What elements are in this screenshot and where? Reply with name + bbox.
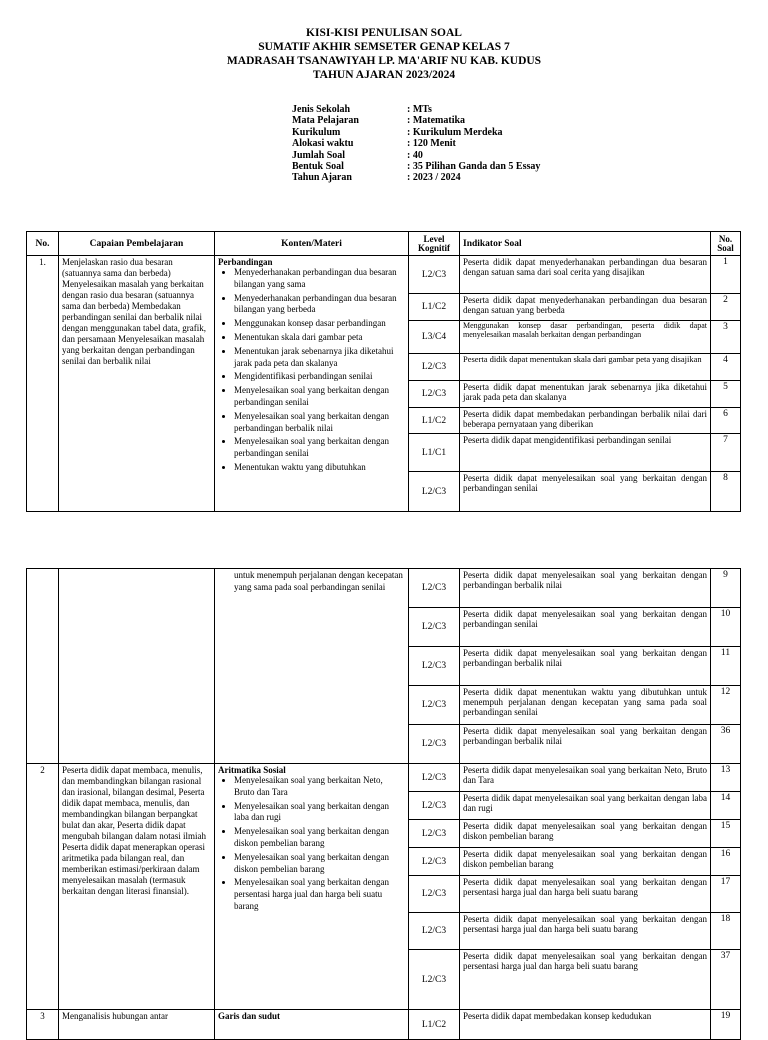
level-cell: L2/C3 [409, 950, 460, 1010]
indikator-cell: Peserta didik dapat menentukan jarak sebenarnya jika diketahui jarak pada peta dan skalanya [460, 381, 711, 408]
nosoal-cell: 11 [711, 647, 741, 686]
indikator-cell: Peserta didik dapat menyelesaikan soal yang berkaitan dengan persentasi harga jual dan harga beli suatu barang [460, 950, 711, 1010]
info-value: : 35 Pilihan Ganda dan 5 Essay [407, 161, 541, 173]
col-header-indikator: Indikator Soal [460, 232, 711, 256]
list-item: • Menyederhanakan perbandingan dua besaran bilangan yang sama [234, 267, 405, 291]
indikator-cell: Peserta didik dapat menyelesaikan soal yang berkaitan dengan persentasi harga jual dan harga beli suatu barang [460, 876, 711, 913]
info-value: : Matematika [407, 115, 466, 127]
level-cell: L2/C3 [409, 725, 460, 764]
info-row [292, 104, 540, 115]
nosoal-cell: 1 [711, 256, 741, 294]
header-school: MADRASAH TSANAWIYAH LP. MA'ARIF NU KAB. KUDUS [226, 55, 542, 67]
level-cell: L1/C2 [409, 408, 460, 434]
konten-title: Aritmatika Sosial [218, 765, 286, 775]
nosoal-cell: 12 [711, 686, 741, 725]
nosoal-cell: 15 [711, 820, 741, 848]
nosoal-cell: 6 [711, 408, 741, 434]
info-row [292, 172, 540, 183]
info-label: Bentuk Soal [292, 161, 344, 173]
konten-title: Perbandingan [218, 257, 273, 267]
table-row [27, 1010, 741, 1040]
row-number [27, 569, 59, 764]
level-cell: L1/C2 [409, 294, 460, 321]
indikator-cell: Peserta didik dapat menyederhanakan perbandingan dua besaran dengan satuan sama dari soal cerita yang disajikan [460, 256, 711, 294]
indikator-cell: Peserta didik dapat menyelesaikan soal yang berkaitan dengan laba dan rugi [460, 792, 711, 820]
konten-list [230, 775, 405, 913]
capaian-cell: Peserta didik dapat membaca, menulis, dan membandingkan bilangan rasional dan irasional, bilangan desimal, Peserta didik dapat membaca, menulis, dan membandingkan bilangan berpangkat bulat dan akar, Peserta didik dapat mengubah bilangan dalam notasi ilmiah Peserta didik dapat menerapkan operasi aritmetika pada bilangan real, dan memberikan estimasi/perkiraan dalam menyelesaikan masalah (termasuk berkaitan dengan literasi finansial). [59, 764, 215, 1010]
konten-cell [215, 569, 409, 764]
level-cell: L2/C3 [409, 764, 460, 792]
level-cell: L2/C3 [409, 608, 460, 647]
nosoal-cell: 8 [711, 472, 741, 512]
info-label: Tahun Ajaran [292, 172, 352, 184]
list-item: • Menyelesaikan soal yang berkaitan Neto, Bruto dan Tara [234, 775, 405, 799]
level-cell: L2/C3 [409, 256, 460, 294]
indikator-cell: Peserta didik dapat membedakan perbandingan berbalik nilai dari beberapa pernyataan yang diberikan [460, 408, 711, 434]
konten-list [230, 267, 405, 474]
info-label: Jenis Sekolah [292, 104, 351, 115]
indikator-cell: Peserta didik dapat menyelesaikan soal yang berkaitan dengan diskon pembelian barang [460, 820, 711, 848]
info-label: Kurikulum [292, 126, 341, 138]
list-item: • Mengidentifikasi perbandingan senilai [234, 371, 405, 383]
list-item: • Menyelesaikan soal yang berkaitan dengan perbandingan berbalik nilai [234, 411, 405, 435]
indikator-cell: Peserta didik dapat menyelesaikan soal yang berkaitan dengan perbandingan senilai [460, 472, 711, 512]
capaian-cell: Menganalisis hubungan antar [59, 1010, 215, 1040]
level-cell: L2/C3 [409, 686, 460, 725]
info-value: : 120 Menit [407, 138, 456, 150]
indikator-cell: Peserta didik dapat menyelesaikan soal yang berkaitan Neto, Bruto dan Tara [460, 764, 711, 792]
indikator-cell: Peserta didik dapat menyelesaikan soal yang berkaitan dengan perbandingan berbalik nilai [460, 725, 711, 764]
row-number: 2 [27, 764, 59, 1010]
info-value: : 40 [407, 149, 423, 161]
indikator-cell: Peserta didik dapat menyelesaikan soal yang berkaitan dengan diskon pembelian barang [460, 848, 711, 876]
row-number: 3 [27, 1010, 59, 1040]
indikator-cell: Peserta didik dapat menyelesaikan soal yang berkaitan dengan perbandingan berbalik nilai [460, 569, 711, 608]
capaian-cell [59, 569, 215, 764]
level-cell: L2/C3 [409, 569, 460, 608]
table-header-row [27, 232, 741, 256]
table-row [27, 569, 741, 608]
info-value: : 2023 / 2024 [407, 172, 461, 184]
col-header-cp: Capaian Pembelajaran [59, 232, 215, 256]
nosoal-cell: 9 [711, 569, 741, 608]
nosoal-cell: 17 [711, 876, 741, 913]
nosoal-cell: 7 [711, 434, 741, 472]
info-label: Alokasi waktu [292, 138, 354, 150]
info-label: Mata Pelajaran [292, 115, 359, 127]
nosoal-cell: 14 [711, 792, 741, 820]
info-row [292, 150, 540, 161]
list-item: • Menyederhanakan perbandingan dua besaran bilangan yang berbeda [234, 293, 405, 317]
list-item: • Menyelesaikan soal yang berkaitan dengan laba dan rugi [234, 801, 405, 825]
list-item: • Menyelesaikan soal yang berkaitan dengan perbandingan senilai [234, 385, 405, 409]
level-cell: L2/C3 [409, 381, 460, 408]
indikator-cell: Peserta didik dapat mengidentifikasi perbandingan senilai [460, 434, 711, 472]
indikator-cell: Peserta didik dapat menyederhanakan perbandingan dua besaran dengan satuan yang berbeda [460, 294, 711, 321]
col-header-level-line2: Kognitif [417, 242, 450, 253]
nosoal-cell: 36 [711, 725, 741, 764]
nosoal-cell: 10 [711, 608, 741, 647]
kisi-table-1 [26, 231, 741, 512]
info-row [292, 138, 540, 149]
nosoal-cell: 16 [711, 848, 741, 876]
info-block [292, 104, 540, 184]
col-header-level [409, 232, 460, 256]
kisi-table-2 [26, 568, 741, 1040]
konten-list [234, 570, 405, 594]
capaian-cell: Menjelaskan rasio dua besaran (satuannya sama dan berbeda) Menyelesaikan masalah yang berkaitan dengan rasio dua besaran (satuannya sama dan berbeda) Membedakan perbandingan senilai dan berbalik nilai dengan menggunakan tabel data, grafik, dan persamaan Menyelesaikan masalah yang berkaitan dengan perbandingan senilai dan berbalik nilai [59, 256, 215, 512]
nosoal-cell: 37 [711, 950, 741, 1010]
level-cell: L2/C3 [409, 792, 460, 820]
level-cell: L1/C1 [409, 434, 460, 472]
indikator-cell: Peserta didik dapat menyelesaikan soal yang berkaitan dengan perbandingan senilai [460, 608, 711, 647]
nosoal-cell: 4 [711, 354, 741, 381]
list-item: • Menyelesaikan soal yang berkaitan dengan persentasi harga jual dan harga beli suatu barang [234, 877, 405, 912]
list-item: • Menentukan jarak sebenarnya jika diketahui jarak pada peta dan skalanya [234, 346, 405, 370]
nosoal-cell: 13 [711, 764, 741, 792]
table-row [27, 764, 741, 792]
col-header-nosoal-line1: No. [718, 233, 733, 244]
col-header-nosoal [711, 232, 741, 256]
list-item: • Menggunakan konsep dasar perbandingan [234, 318, 405, 330]
indikator-cell: Peserta didik dapat menentukan skala dari gambar peta yang disajikan [460, 354, 711, 381]
level-cell: L2/C3 [409, 876, 460, 913]
info-value: : Kurikulum Merdeka [407, 126, 503, 138]
table-row [27, 256, 741, 294]
nosoal-cell: 19 [711, 1010, 741, 1040]
header-year: TAHUN AJARAN 2023/2024 [312, 69, 456, 81]
document-header [0, 26, 768, 82]
konten-cell [215, 1010, 409, 1040]
indikator-cell: Peserta didik dapat menentukan waktu yang dibutuhkan untuk menempuh perjalanan dengan kecepatan yang sama pada soal perbandingan senilai [460, 686, 711, 725]
nosoal-cell: 2 [711, 294, 741, 321]
nosoal-cell: 18 [711, 913, 741, 950]
header-subtitle: SUMATIF AKHIR SEMSETER GENAP KELAS 7 [258, 41, 510, 53]
konten-title: Garis dan sudut [218, 1011, 281, 1021]
list-item: • Menyelesaikan soal yang berkaitan dengan diskon pembelian barang [234, 826, 405, 850]
list-item: • Menyelesaikan soal yang berkaitan dengan diskon pembelian barang [234, 852, 405, 876]
konten-cell [215, 764, 409, 1010]
col-header-level-line1: Level [423, 233, 445, 244]
info-row [292, 127, 540, 138]
col-header-nosoal-line2: Soal [717, 242, 734, 253]
info-row [292, 115, 540, 126]
level-cell: L2/C3 [409, 354, 460, 381]
info-label: Jumlah Soal [292, 149, 346, 161]
info-row [292, 161, 540, 172]
indikator-cell: Menggunakan konsep dasar perbandingan, peserta didik dapat menyelesaikan masalah berkaitan dengan perbandingan [460, 321, 711, 354]
level-cell: L1/C2 [409, 1010, 460, 1040]
list-item: • Menentukan waktu yang dibutuhkan [234, 462, 405, 474]
col-header-no: No. [27, 232, 59, 256]
level-cell: L2/C3 [409, 820, 460, 848]
level-cell: L2/C3 [409, 472, 460, 512]
row-number: 1. [27, 256, 59, 512]
indikator-cell: Peserta didik dapat menyelesaikan soal yang berkaitan dengan persentasi harga jual dan harga beli suatu barang [460, 913, 711, 950]
nosoal-cell: 3 [711, 321, 741, 354]
level-cell: L3/C4 [409, 321, 460, 354]
list-item: untuk menempuh perjalanan dengan kecepatan yang sama pada soal perbandingan senilai [234, 570, 403, 592]
indikator-cell: Peserta didik dapat menyelesaikan soal yang berkaitan dengan perbandingan berbalik nilai [460, 647, 711, 686]
header-title: KISI-KISI PENULISAN SOAL [306, 27, 462, 39]
list-item: • Menyelesaikan soal yang berkaitan dengan perbandingan senilai [234, 436, 405, 460]
level-cell: L2/C3 [409, 848, 460, 876]
nosoal-cell: 5 [711, 381, 741, 408]
indikator-cell: Peserta didik dapat membedakan konsep kedudukan [460, 1010, 711, 1040]
konten-cell [215, 256, 409, 512]
level-cell: L2/C3 [409, 913, 460, 950]
col-header-konten: Konten/Materi [215, 232, 409, 256]
list-item: • Menentukan skala dari gambar peta [234, 332, 405, 344]
level-cell: L2/C3 [409, 647, 460, 686]
info-value: : MTs [407, 104, 432, 115]
